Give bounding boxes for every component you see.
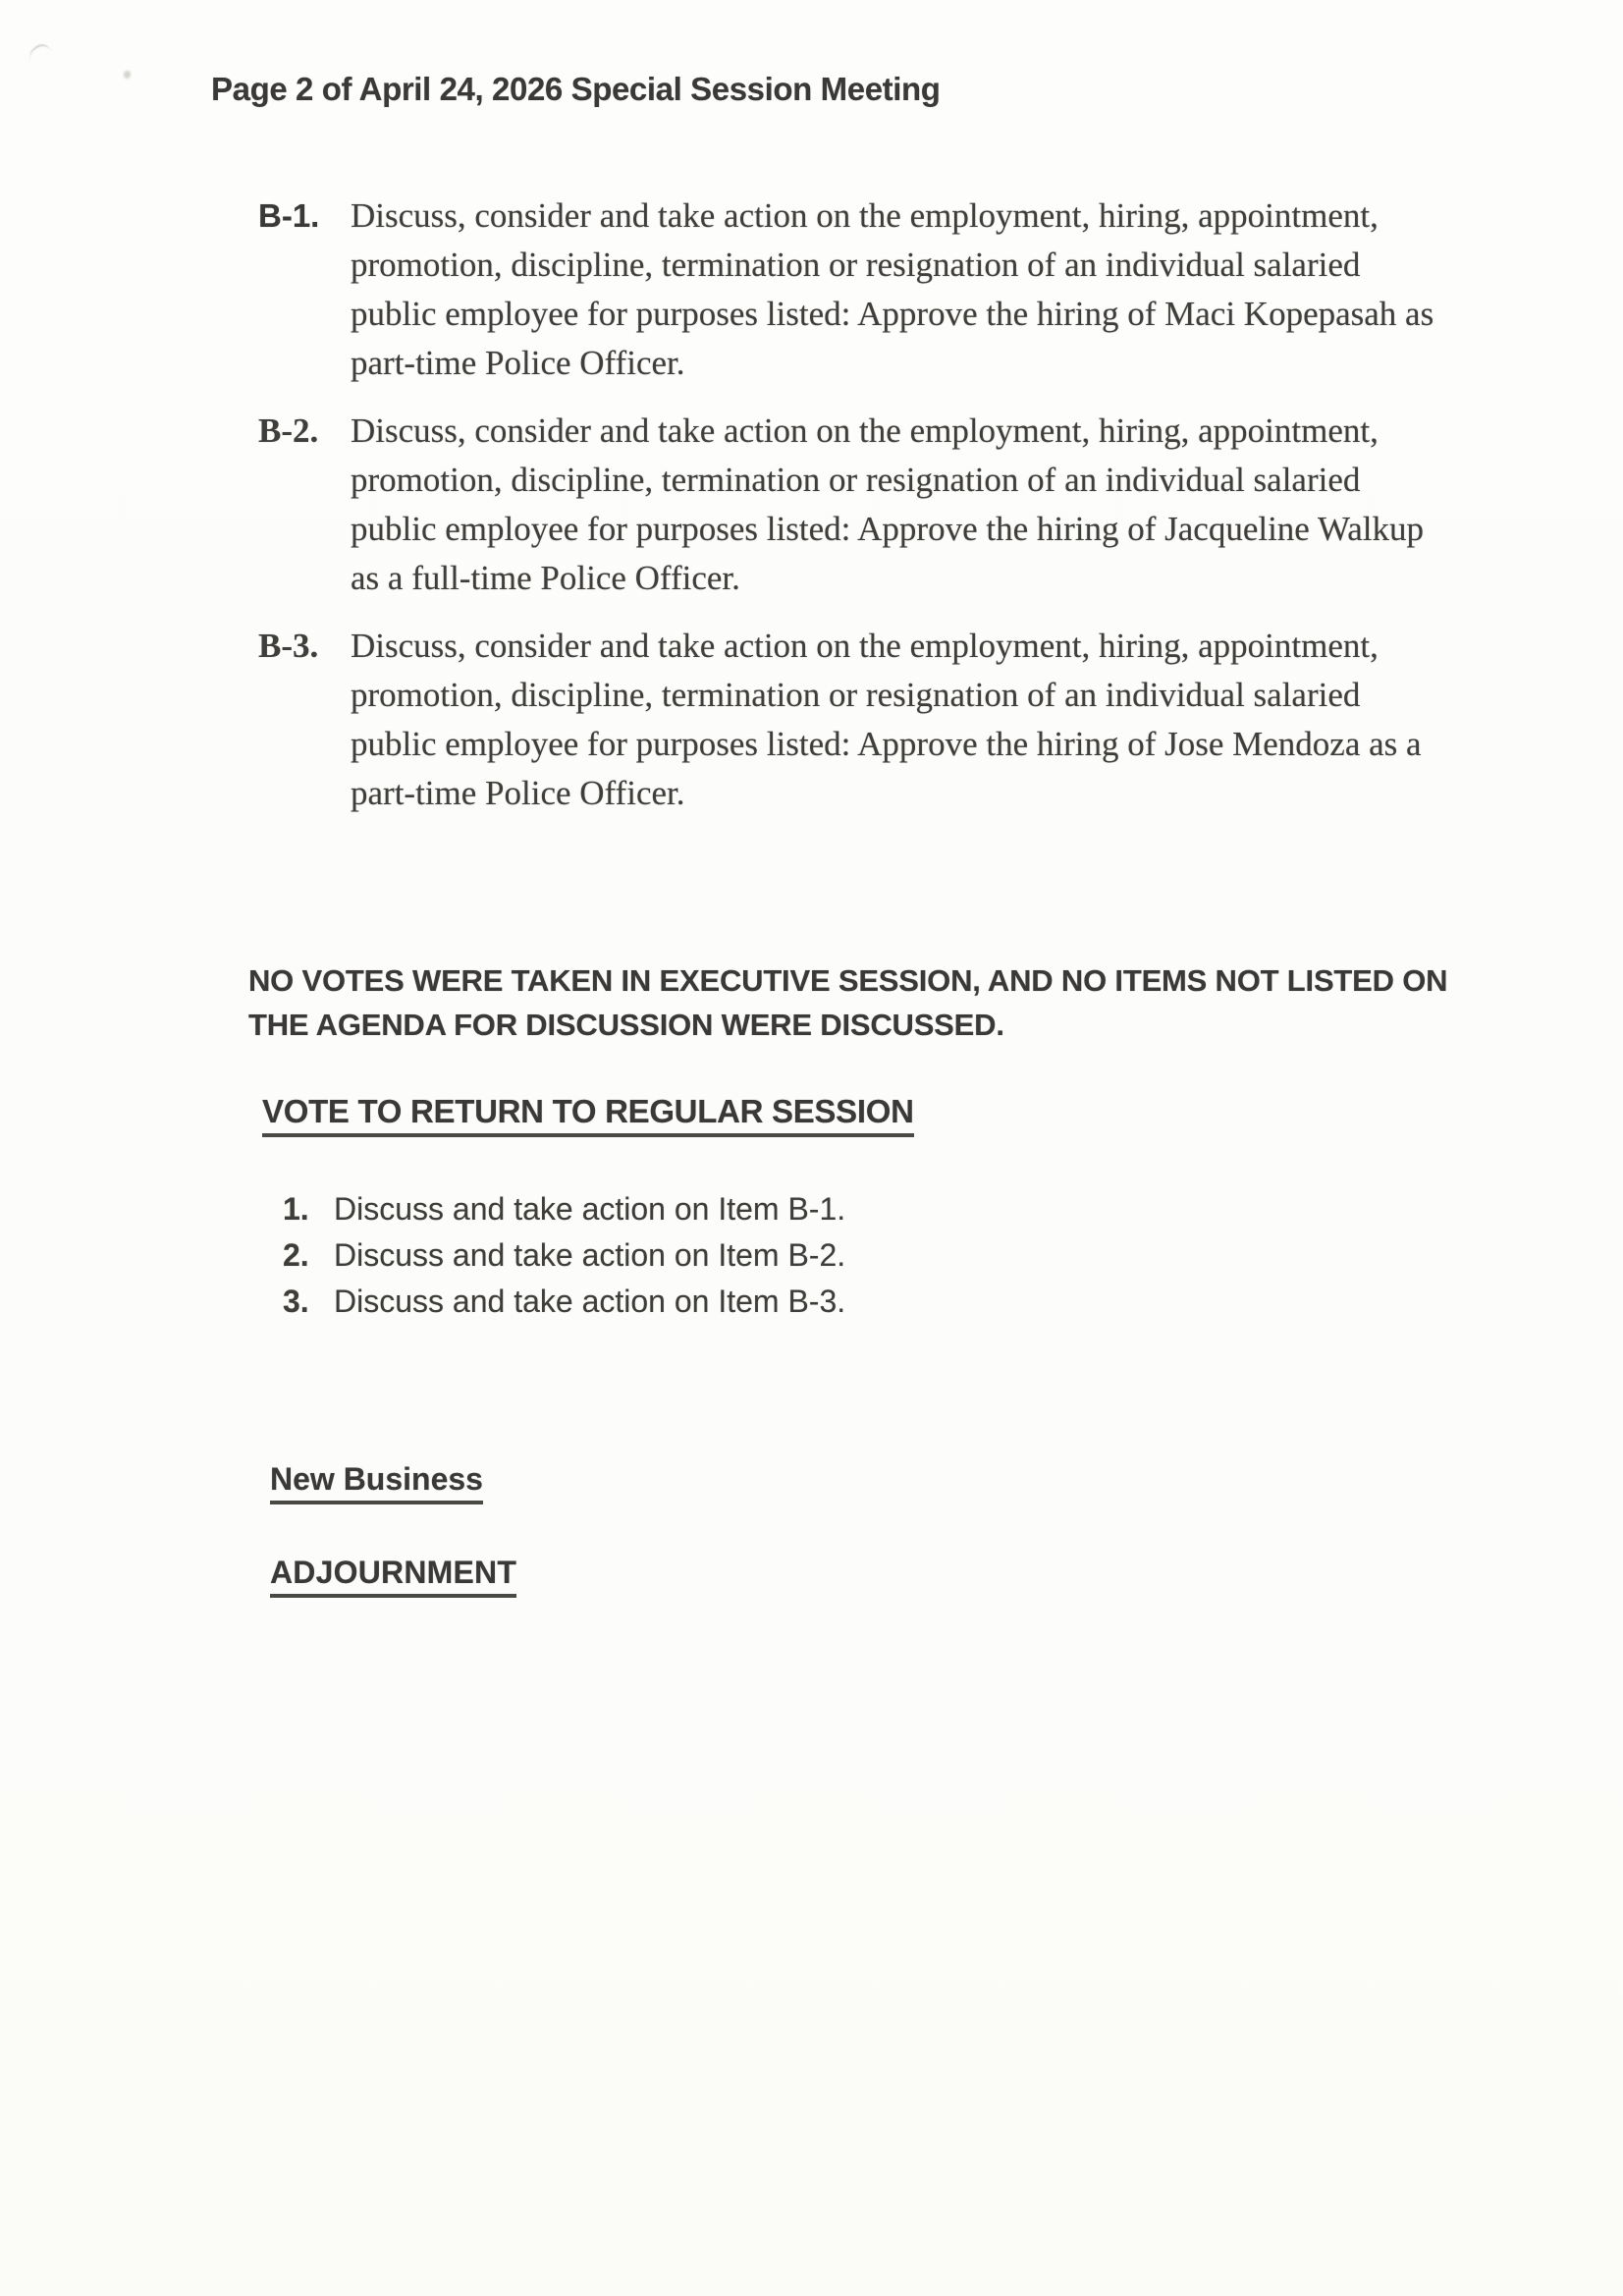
executive-session-note [248, 958, 1447, 1047]
agenda-item-text [351, 191, 1434, 388]
agenda-item-line: Discuss, consider and take action on the employment, hiring, appointment, [351, 627, 1379, 665]
new-business-heading: New Business [270, 1459, 483, 1504]
scan-speck [124, 71, 131, 79]
agenda-item-label: B-1. [258, 197, 320, 234]
vote-item-number: 1. [283, 1191, 309, 1227]
vote-item [283, 1186, 845, 1232]
vote-item-text: Discuss and take action on Item B-3. [334, 1284, 846, 1319]
vote-item [283, 1232, 845, 1279]
agenda-item-line: promotion, discipline, termination or resignation of an individual salaried [351, 676, 1361, 714]
agenda-item-text [351, 407, 1424, 603]
agenda-item-line: public employee for purposes listed: Approve the hiring of Maci Kopepasah as [351, 295, 1434, 333]
agenda-item-list [258, 191, 1434, 837]
vote-item-number: 3. [283, 1284, 309, 1319]
agenda-item-line: Discuss, consider and take action on the employment, hiring, appointment, [351, 411, 1379, 450]
agenda-item-line: as a full-time Police Officer. [351, 559, 740, 597]
vote-item [283, 1279, 845, 1325]
agenda-item-label: B-3. [258, 627, 319, 665]
agenda-item-line: part-time Police Officer. [351, 344, 685, 382]
executive-note-line: THE AGENDA FOR DISCUSSION WERE DISCUSSED. [248, 1008, 1004, 1042]
agenda-item [258, 191, 1434, 388]
executive-note-line: NO VOTES WERE TAKEN IN EXECUTIVE SESSION, AND NO ITEMS NOT LISTED ON [248, 963, 1448, 998]
agenda-item [258, 622, 1434, 818]
vote-item-text: Discuss and take action on Item B-1. [334, 1191, 846, 1227]
agenda-item-line: promotion, discipline, termination or resignation of an individual salaried [351, 246, 1361, 284]
vote-item-text: Discuss and take action on Item B-2. [334, 1237, 846, 1273]
adjournment-heading: ADJOURNMENT [270, 1553, 516, 1598]
vote-item-number: 2. [283, 1237, 309, 1273]
agenda-item-line: part-time Police Officer. [351, 774, 685, 812]
agenda-item-line: promotion, discipline, termination or resignation of an individual salaried [351, 461, 1361, 499]
agenda-item-text [351, 622, 1422, 818]
vote-to-return-heading: VOTE TO RETURN TO REGULAR SESSION [262, 1092, 914, 1137]
agenda-item-label: B-2. [258, 411, 319, 450]
agenda-item-line: Discuss, consider and take action on the employment, hiring, appointment, [351, 196, 1379, 235]
page-title: Page 2 of April 24, 2026 Special Session Meeting [211, 71, 941, 107]
agenda-item-line: public employee for purposes listed: Approve the hiring of Jose Mendoza as a [351, 725, 1422, 763]
agenda-item [258, 407, 1434, 603]
scan-speck [26, 42, 52, 63]
agenda-item-line: public employee for purposes listed: Approve the hiring of Jacqueline Walkup [351, 510, 1424, 548]
vote-item-list [283, 1186, 845, 1325]
